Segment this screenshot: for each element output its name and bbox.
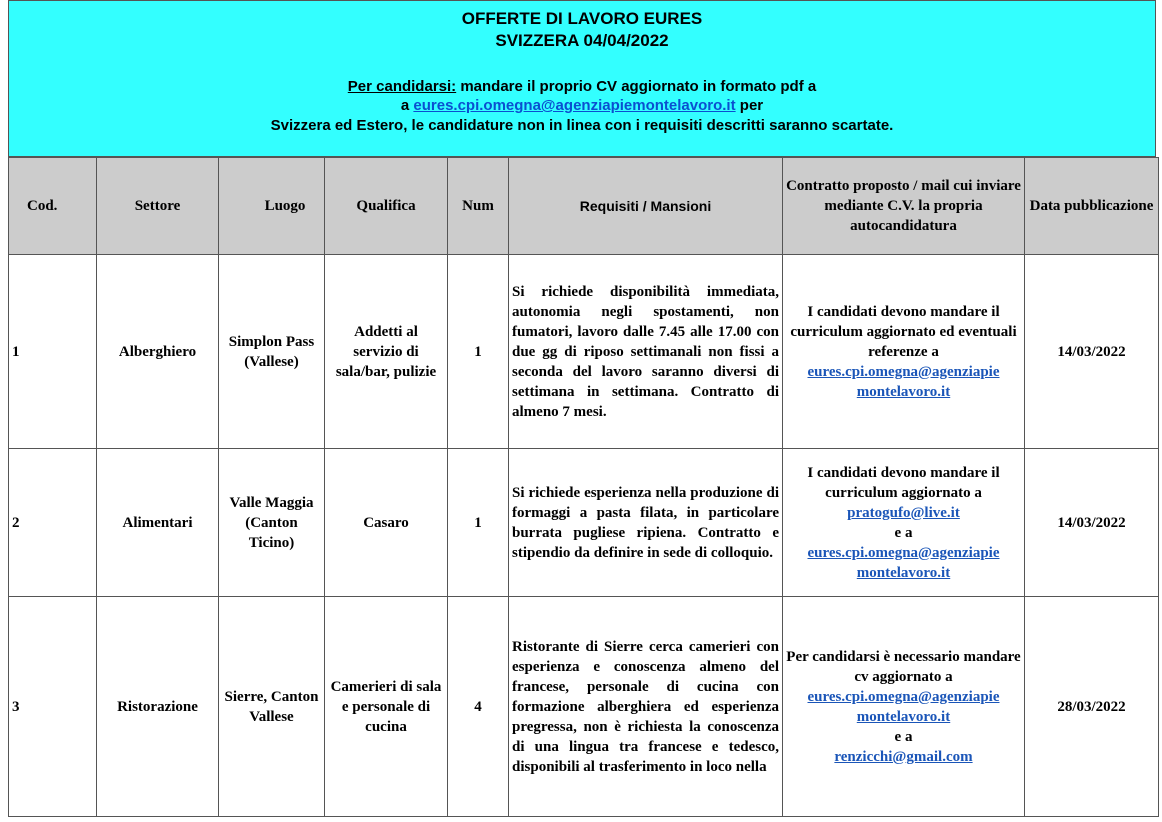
contact-text: Per candidarsi è necessario mandare cv aggiornato a: [786, 648, 1021, 685]
email-part: eures.cpi.omegna@agenziapie: [807, 363, 1000, 380]
cell-luogo: Valle Maggia (Canton Ticino): [219, 449, 325, 597]
cell-requisiti: Si richiede esperienza nella produzione di formaggi a pasta filata, in particolare burrata pugliese ripiena. Contratto e stipendio da definire in sede di colloquio.: [509, 449, 783, 597]
contact-text: I candidati devono mandare il curriculum aggiornato ed eventuali referenze a: [790, 303, 1017, 360]
contact-joiner: e a: [894, 524, 913, 541]
contact-text: I candidati devono mandare il curriculum aggiornato a: [807, 464, 1000, 501]
cell-contatto: [783, 597, 1025, 817]
table-row: [9, 449, 1159, 597]
column-header-luogo: Luogo: [219, 158, 325, 255]
document-title: OFFERTE DI LAVORO EURES: [461, 9, 703, 28]
contact-joiner: e a: [894, 728, 913, 745]
cell-cod: 1: [9, 255, 97, 449]
cell-qualifica: Addetti al servizio di sala/bar, pulizie: [325, 255, 448, 449]
column-header-num: Num: [448, 158, 509, 255]
cell-requisiti: Ristorante di Sierre cerca camerieri con esperienza e conoscenza almeno del francese, personale di cucina con formazione alberghiera ed esperienza pregressa, non è richiesta la conoscenza di una lingua tra francese e tedesco, disponibili al trasferimento in loco nella: [509, 597, 783, 817]
apply-instructions-line3: Svizzera ed Estero, le candidature non in linea con i requisiti descritti saranno scartate.: [270, 117, 894, 134]
table-row: [9, 597, 1159, 817]
apply-email-link[interactable]: eures.cpi.omegna@agenziapiemontelavoro.it: [413, 97, 736, 114]
cell-cod: 3: [9, 597, 97, 817]
column-header-requisiti: Requisiti / Mansioni: [509, 158, 783, 255]
contact-email-link[interactable]: pratogufo@live.it: [847, 504, 960, 521]
email-part: montelavoro.it: [856, 383, 951, 400]
cell-qualifica: Camerieri di sala e personale di cucina: [325, 597, 448, 817]
column-header-contratto: Contratto proposto / mail cui inviare mediante C.V. la propria autocandidatura: [783, 158, 1025, 255]
apply-suffix: per: [735, 97, 764, 114]
job-offers-table: [8, 157, 1159, 817]
cell-qualifica: Casaro: [325, 449, 448, 597]
cell-luogo: Simplon Pass (Vallese): [219, 255, 325, 449]
email-part: eures.cpi.omegna@agenziapie: [807, 544, 1000, 561]
apply-label: Per candidarsi:: [347, 78, 457, 95]
cell-requisiti: Si richiede disponibilità immediata, autonomia negli spostamenti, non fumatori, lavoro dalle 7.45 alle 17.00 con due gg di riposo settimanali non fissi a seconda del lavoro saranno diversi di settimana in settimana. Contratto di almeno 7 mesi.: [509, 255, 783, 449]
cell-contatto: [783, 449, 1025, 597]
cell-num: 4: [448, 597, 509, 817]
contact-email-link[interactable]: [808, 364, 1000, 400]
contact-email-link[interactable]: [808, 545, 1000, 581]
apply-text: mandare il proprio CV aggiornato in formato pdf a: [456, 78, 817, 95]
table-header-row: [9, 158, 1159, 255]
cell-num: 1: [448, 449, 509, 597]
cell-num: 1: [448, 255, 509, 449]
cell-luogo: Sierre, Canton Vallese: [219, 597, 325, 817]
email-part: montelavoro.it: [856, 708, 951, 725]
email-part: eures.cpi.omegna@agenziapie: [807, 688, 1000, 705]
column-header-qualifica: Qualifica: [325, 158, 448, 255]
cell-data: 14/03/2022: [1025, 449, 1159, 597]
contact-email-link[interactable]: renzicchi@gmail.com: [834, 748, 973, 765]
apply-instructions-line1: [9, 78, 1155, 95]
cell-data: 28/03/2022: [1025, 597, 1159, 817]
column-header-settore: Settore: [97, 158, 219, 255]
cell-cod: 2: [9, 449, 97, 597]
cell-contatto: [783, 255, 1025, 449]
column-header-cod: Cod.: [9, 158, 97, 255]
apply-instructions-line2: [9, 97, 1155, 114]
apply-prefix: a: [400, 97, 414, 114]
cell-data: 14/03/2022: [1025, 255, 1159, 449]
cell-settore: Alimentari: [97, 449, 219, 597]
document-subtitle: SVIZZERA 04/04/2022: [495, 31, 669, 50]
cell-settore: Ristorazione: [97, 597, 219, 817]
document-header: [8, 0, 1156, 157]
email-part: montelavoro.it: [856, 564, 951, 581]
cell-settore: Alberghiero: [97, 255, 219, 449]
table-row: [9, 255, 1159, 449]
contact-email-link[interactable]: [808, 689, 1000, 725]
column-header-data: Data pubblicazione: [1025, 158, 1159, 255]
